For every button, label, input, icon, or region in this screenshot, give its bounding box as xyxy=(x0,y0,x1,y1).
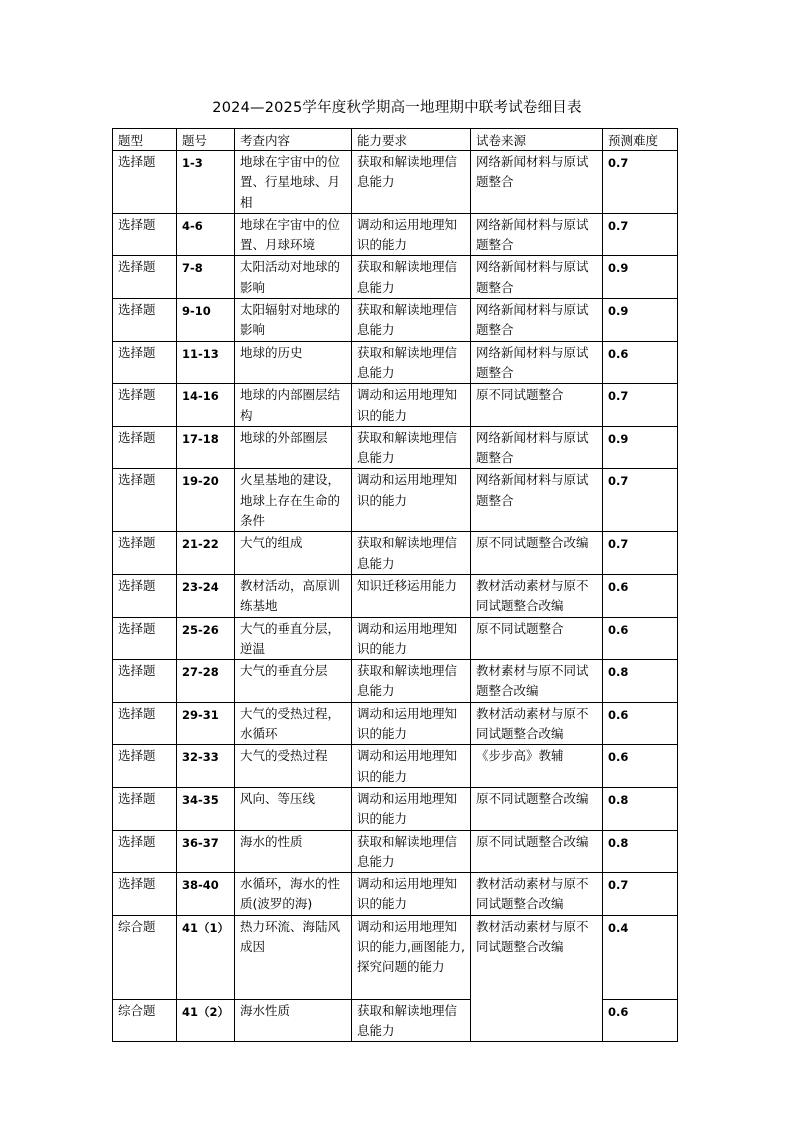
cell-ability: 获取和解读地理信息能力 xyxy=(352,660,471,703)
cell-content: 大气的受热过程 xyxy=(235,745,352,788)
cell-type: 选择题 xyxy=(113,426,177,469)
cell-ability: 调动和运用地理知识的能力 xyxy=(352,745,471,788)
cell-number: 17-18 xyxy=(177,426,235,469)
cell-difficulty: 0.9 xyxy=(603,426,678,469)
header-difficulty: 预测难度 xyxy=(603,129,678,151)
table-row xyxy=(113,532,678,575)
header-ability: 能力要求 xyxy=(352,129,471,151)
cell-number: 23-24 xyxy=(177,574,235,617)
cell-number: 19-20 xyxy=(177,469,235,532)
cell-difficulty: 0.7 xyxy=(603,532,678,575)
cell-number: 41（2） xyxy=(177,999,235,1042)
cell-source: 网络新闻材料与原试题整合 xyxy=(471,341,603,384)
cell-number: 32-33 xyxy=(177,745,235,788)
cell-type: 选择题 xyxy=(113,469,177,532)
cell-content: 水循环，海水的性质(波罗的海) xyxy=(235,873,352,916)
cell-number: 11-13 xyxy=(177,341,235,384)
cell-source: 《步步高》教辅 xyxy=(471,745,603,788)
cell-type: 选择题 xyxy=(113,213,177,256)
cell-ability: 获取和解读地理信息能力 xyxy=(352,532,471,575)
table-row xyxy=(113,426,678,469)
table-body xyxy=(113,151,678,1042)
cell-difficulty: 0.6 xyxy=(603,745,678,788)
cell-number: 29-31 xyxy=(177,702,235,745)
cell-ability: 获取和解读地理信息能力 xyxy=(352,299,471,342)
table-row xyxy=(113,745,678,788)
cell-type: 选择题 xyxy=(113,702,177,745)
cell-type: 选择题 xyxy=(113,830,177,873)
table-row xyxy=(113,873,678,916)
cell-source: 教材活动素材与原不同试题整合改编 xyxy=(471,873,603,916)
table-row xyxy=(113,660,678,703)
cell-content: 海水性质 xyxy=(235,999,352,1042)
cell-difficulty: 0.7 xyxy=(603,213,678,256)
cell-difficulty: 0.9 xyxy=(603,256,678,299)
cell-ability: 获取和解读地理信息能力 xyxy=(352,151,471,214)
cell-number: 41（1） xyxy=(177,915,235,999)
cell-ability: 调动和运用地理知识的能力 xyxy=(352,213,471,256)
cell-number: 38-40 xyxy=(177,873,235,916)
cell-source: 网络新闻材料与原试题整合 xyxy=(471,256,603,299)
cell-ability: 获取和解读地理信息能力 xyxy=(352,999,471,1042)
cell-type: 选择题 xyxy=(113,617,177,660)
cell-type: 综合题 xyxy=(113,999,177,1042)
cell-type: 选择题 xyxy=(113,660,177,703)
cell-number: 1-3 xyxy=(177,151,235,214)
cell-difficulty: 0.7 xyxy=(603,469,678,532)
cell-number: 7-8 xyxy=(177,256,235,299)
cell-difficulty: 0.6 xyxy=(603,341,678,384)
table-row xyxy=(113,299,678,342)
cell-content: 地球的内部圈层结构 xyxy=(235,384,352,427)
cell-type: 选择题 xyxy=(113,745,177,788)
cell-difficulty: 0.6 xyxy=(603,574,678,617)
cell-difficulty: 0.6 xyxy=(603,999,678,1042)
cell-type: 选择题 xyxy=(113,299,177,342)
cell-ability: 调动和运用地理知识的能力 xyxy=(352,702,471,745)
cell-type: 选择题 xyxy=(113,341,177,384)
cell-number: 9-10 xyxy=(177,299,235,342)
cell-type: 选择题 xyxy=(113,574,177,617)
cell-ability: 获取和解读地理信息能力 xyxy=(352,256,471,299)
table-row xyxy=(113,787,678,830)
table-row xyxy=(113,213,678,256)
table-row xyxy=(113,915,678,999)
table-row xyxy=(113,830,678,873)
cell-content: 地球的外部圈层 xyxy=(235,426,352,469)
cell-ability: 知识迁移运用能力 xyxy=(352,574,471,617)
cell-difficulty: 0.6 xyxy=(603,617,678,660)
page-title: 2024—2025学年度秋学期高一地理期中联考试卷细目表 xyxy=(212,100,582,116)
cell-ability: 调动和运用地理知识的能力 xyxy=(352,873,471,916)
cell-difficulty: 0.7 xyxy=(603,151,678,214)
cell-source: 网络新闻材料与原试题整合 xyxy=(471,469,603,532)
cell-source: 原不同试题整合改编 xyxy=(471,787,603,830)
cell-difficulty: 0.7 xyxy=(603,384,678,427)
header-number: 题号 xyxy=(177,129,235,151)
cell-content: 风向、等压线 xyxy=(235,787,352,830)
cell-content: 地球的历史 xyxy=(235,341,352,384)
cell-content: 大气的受热过程，水循环 xyxy=(235,702,352,745)
cell-number: 25-26 xyxy=(177,617,235,660)
cell-number: 4-6 xyxy=(177,213,235,256)
cell-content: 地球在宇宙中的位置、月球环境 xyxy=(235,213,352,256)
table-row xyxy=(113,256,678,299)
cell-content: 地球在宇宙中的位置、行星地球、月相 xyxy=(235,151,352,214)
cell-ability: 获取和解读地理信息能力 xyxy=(352,426,471,469)
cell-content: 太阳活动对地球的影响 xyxy=(235,256,352,299)
header-source: 试卷来源 xyxy=(471,129,603,151)
header-type: 题型 xyxy=(113,129,177,151)
cell-source: 原不同试题整合 xyxy=(471,384,603,427)
cell-difficulty: 0.6 xyxy=(603,702,678,745)
table-row xyxy=(113,702,678,745)
cell-ability: 调动和运用地理知识的能力,画图能力,探究问题的能力 xyxy=(352,915,471,999)
cell-source: 网络新闻材料与原试题整合 xyxy=(471,426,603,469)
cell-type: 综合题 xyxy=(113,915,177,999)
table-row xyxy=(113,469,678,532)
cell-difficulty: 0.7 xyxy=(603,873,678,916)
header-content: 考查内容 xyxy=(235,129,352,151)
header-row xyxy=(113,129,678,151)
table-row xyxy=(113,341,678,384)
cell-difficulty: 0.8 xyxy=(603,830,678,873)
cell-source: 教材活动素材与原不同试题整合改编 xyxy=(471,574,603,617)
cell-content: 热力环流、海陆风成因 xyxy=(235,915,352,999)
cell-number: 14-16 xyxy=(177,384,235,427)
cell-difficulty: 0.9 xyxy=(603,299,678,342)
cell-type: 选择题 xyxy=(113,384,177,427)
cell-ability: 获取和解读地理信息能力 xyxy=(352,830,471,873)
cell-ability: 调动和运用地理知识的能力 xyxy=(352,384,471,427)
table-row xyxy=(113,384,678,427)
table-row xyxy=(113,151,678,214)
cell-type: 选择题 xyxy=(113,787,177,830)
cell-difficulty: 0.4 xyxy=(603,915,678,999)
cell-source: 教材活动素材与原不同试题整合改编 xyxy=(471,702,603,745)
cell-content: 大气的垂直分层 xyxy=(235,660,352,703)
cell-source: 原不同试题整合改编 xyxy=(471,532,603,575)
cell-type: 选择题 xyxy=(113,532,177,575)
cell-source: 网络新闻材料与原试题整合 xyxy=(471,151,603,214)
cell-source-merged: 教材活动素材与原不同试题整合改编 xyxy=(471,915,603,1042)
cell-ability: 获取和解读地理信息能力 xyxy=(352,341,471,384)
cell-source: 教材素材与原不同试题整合改编 xyxy=(471,660,603,703)
cell-number: 34-35 xyxy=(177,787,235,830)
cell-difficulty: 0.8 xyxy=(603,787,678,830)
cell-ability: 调动和运用地理知识的能力 xyxy=(352,617,471,660)
cell-type: 选择题 xyxy=(113,151,177,214)
cell-content: 海水的性质 xyxy=(235,830,352,873)
cell-content: 大气的组成 xyxy=(235,532,352,575)
table-row xyxy=(113,617,678,660)
cell-source: 原不同试题整合 xyxy=(471,617,603,660)
spec-table xyxy=(112,128,678,1042)
cell-ability: 调动和运用地理知识的能力 xyxy=(352,787,471,830)
cell-number: 21-22 xyxy=(177,532,235,575)
cell-type: 选择题 xyxy=(113,256,177,299)
cell-content: 火星基地的建设，地球上存在生命的条件 xyxy=(235,469,352,532)
cell-content: 太阳辐射对地球的影响 xyxy=(235,299,352,342)
cell-number: 36-37 xyxy=(177,830,235,873)
cell-source: 网络新闻材料与原试题整合 xyxy=(471,299,603,342)
cell-number: 27-28 xyxy=(177,660,235,703)
cell-difficulty: 0.8 xyxy=(603,660,678,703)
cell-content: 大气的垂直分层，逆温 xyxy=(235,617,352,660)
table-row xyxy=(113,574,678,617)
cell-source: 网络新闻材料与原试题整合 xyxy=(471,213,603,256)
cell-ability: 调动和运用地理知识的能力 xyxy=(352,469,471,532)
cell-type: 选择题 xyxy=(113,873,177,916)
cell-source: 原不同试题整合改编 xyxy=(471,830,603,873)
cell-content: 教材活动，高原训练基地 xyxy=(235,574,352,617)
